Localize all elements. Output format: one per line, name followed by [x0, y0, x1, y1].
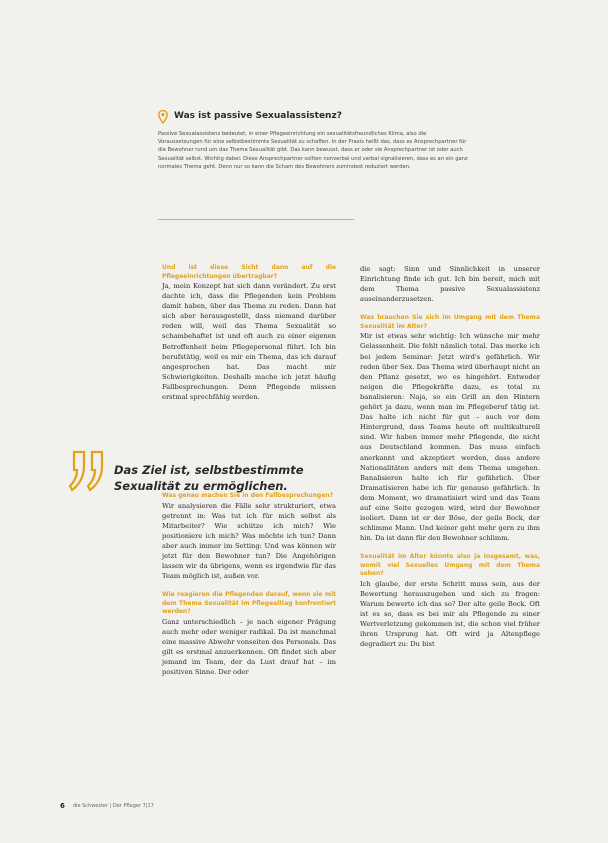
page-footer: [60, 802, 154, 810]
right-column: [360, 264, 540, 660]
question: Wie reagieren die Pflegenden darauf, wenn sie mit dem Thema Sexualität im Pflegealltag konfrontiert werden?: [162, 591, 336, 616]
info-box-title: Was ist passive Sexualassistenz?: [174, 111, 342, 121]
publication-name: die Schwester | Der Pfleger 7|17: [72, 803, 154, 809]
info-box-body: Passive Sexualassistenz bedeutet, in einer Pflegeeinrichtung ein sexualitätsfreundliches Klima, also die Voraussetzungen für eine selbstbestimmte Sexualität zu schaffen. In der Praxis heißt das, dass es Ansprechpartner für die Bewohner rund um das Thema Sexualität gibt. Das kann bewusst, dass er oder sie Ansprechpartner ist oder auch Sexualität selbst. Wichtig dabei: Diese Ansprechpartner sollten nonverbal und verbal signalisieren, dass es an ein ganz normales Thema geht. Denn nur so kann die Scham des Bewohners zumindest reduziert werden.: [158, 131, 468, 170]
question: Und ist diese Sicht dann auf die Pflegeeinrichtungen übertragbar?: [162, 264, 336, 280]
location-pin-icon: [158, 109, 168, 123]
question: Was genau machen Sie in den Fallbesprechungen?: [162, 492, 334, 500]
quote-mark-icon: [68, 448, 108, 494]
answer: Wir analysieren die Fälle sehr strukturiert, etwa getrennt in: Was tut ich für mich selbst als Mitarbeiter? Wie schütze ich mich? Wie positioniere ich mich? Was möchte ich tun? Dann aber auch immer im Setting: Und was können wir jetzt für den Bewohner tun? Die Angehörigen lassen wir da übrigens, wenn es irgendwie für das Team möglich ist, außen vor.: [162, 501, 336, 581]
answer: Ganz unterschiedlich – je nach eigener Prägung auch mehr oder weniger radikal. Da ist manchmal eine massive Abwehr vonseiten des Personals. Das gilt es erstmal anzuerkennen. Oft findet sich aber jemand im Team, der da Lust drauf hat – im positiven Sinne. Der oder: [162, 617, 336, 677]
answer: Ja, mein Konzept hat sich dann verändert. Zu erst dachte ich, dass die Pflegenden kein Problem damit haben, über das Thema zu reden. Dann hat sich aber herausgestellt, dass niemand darüber reden will, weil das Thema Sexualität so schambehaftet ist und oft auch zu einer eigenen Betroffenheit beim Pflegepersonal führt. Ich bin berufstätig, weil es mir ein Thema, das ich darauf angesprochen hat. Das macht mir Schwierigkeiten. Deshalb mache ich jetzt häufig Fallbesprechungen. Denn Pflegende müssen erstmal sprechfähig werden.: [162, 282, 336, 402]
pull-quote-text: Das Ziel ist, selbstbestimmte Sexualität zu ermöglichen.: [114, 463, 304, 493]
info-box-header: [158, 108, 470, 124]
answer: Mir ist etwas sehr wichtig: Ich wünsche mir mehr Gelassenheit. Die fehlt nämlich total. Das merke ich bei jedem Seminar: Jetzt wird's gefährlich. Wir reden über Sex. Das Thema wird überhaupt nicht an den Pflanz gesetzt, wo es hingehört. Entweder neigen die Pflegekräfte dazu, es total zu banalisieren: Naja, so ein Grill an den Hintern gehört ja dazu, wenn man im Pflegeberuf tätig ist. Das halte ich nicht für gut – auch vor dem Hintergrund, dass Teams heute oft multikulturell sind. Wir haben immer mehr Pflegende, die nicht aus Deutschland kommen. Das muss einfach anerkannt und akzeptiert werden, dass andere Nationalitäten anders mit dem Thema umgehen. Banalisieren halte ich für gefährlich. Über Dramatisieren habe ich für genauso gefährlich. In dem Moment, wo dramatisiert wird und das Team auf eine Seite gezogen wird, wird der Bewohner isoliert. Dann ist er der Böse, der geile Bock, der schlimme Mann. Und keiner geht mehr gern zu ihm hin. Da ist dann für den Bewohner schlimm.: [360, 332, 540, 543]
question: Was brauchen Sie sich im Umgang mit dem Thema Sexualität im Alter?: [360, 314, 540, 330]
question: Sexualität im Alter könnte also ja insgesamt, was, womit viel Sexuelles Umgang mit dem Thema sehen?: [360, 553, 540, 578]
page-number: 6: [60, 802, 65, 810]
info-box: [158, 108, 470, 214]
info-box-divider: [158, 219, 354, 220]
answer: die sagt: Sinn und Sinnlichkeit in unserer Einrichtung finde ich gut. Ich bin bereit, mich mit dem Thema passive Sexualassistenz auseinanderzusetzen.: [360, 265, 540, 304]
answer: Ich glaube, der erste Schritt muss sein, aus der Bewertung herauszugehen und sich zu fragen: Warum bewerte ich das so? Der alte geile Bock. Oft ist es so, dass es bei mir als Pflegende zu einer Wertverletzung gekommen ist, die schon viel früher ihren Ursprung hat. Oft wird ja Altenpflege degradiert zu: Du bist: [360, 579, 540, 649]
